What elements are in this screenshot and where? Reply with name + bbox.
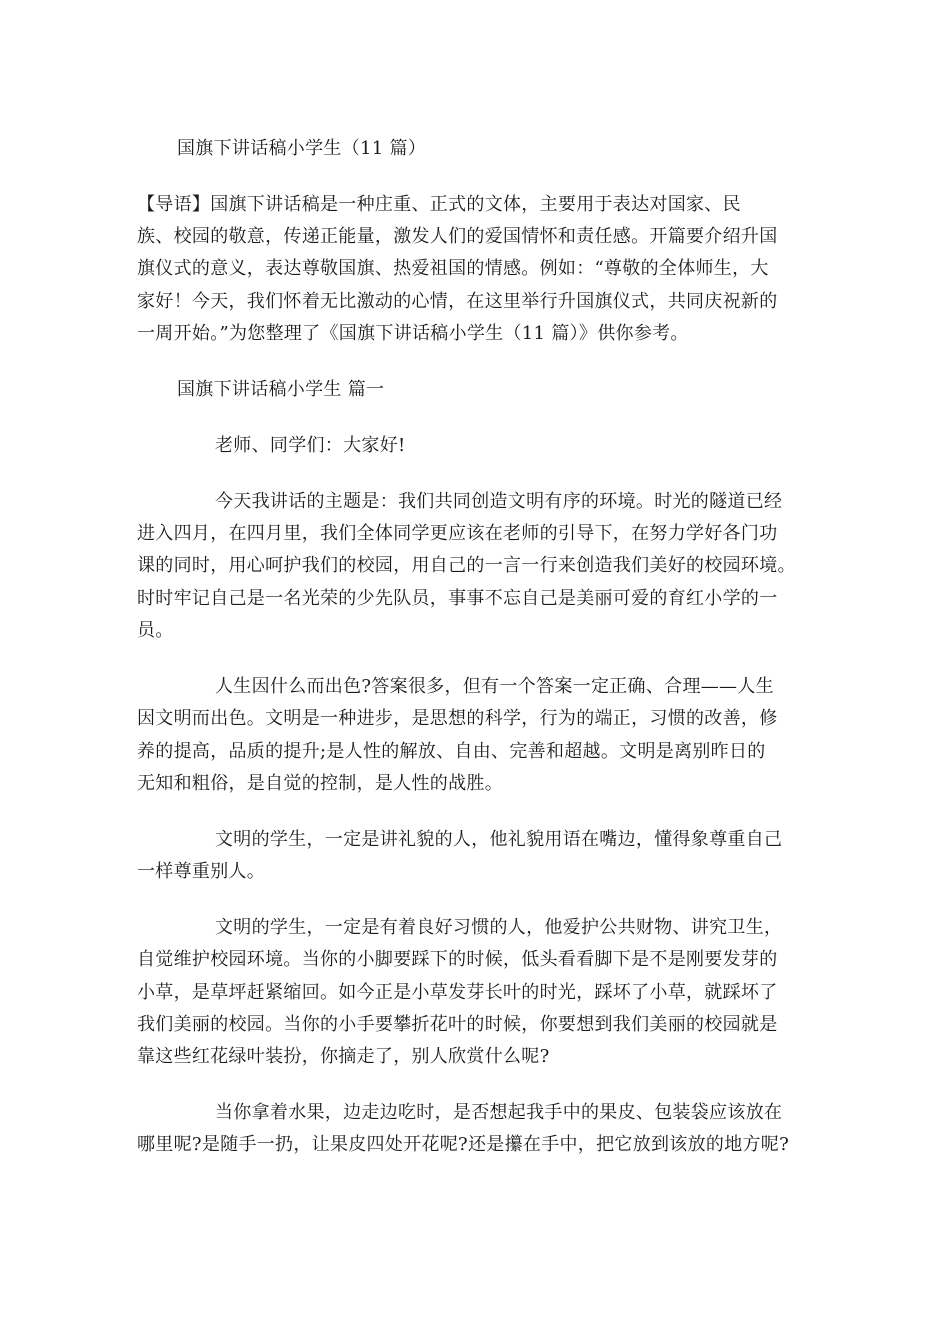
intro-line: 【导语】国旗下讲话稿是一种庄重、正式的文体，主要用于表达对国家、民 [137,194,741,215]
paragraph-line: 员。 [137,620,174,641]
document-title: 国旗下讲话稿小学生（11 篇） [177,138,427,159]
paragraph-line: 小草，是草坪赶紧缩回。如今正是小草发芽长叶的时光，踩坏了小草，就踩坏了 [137,982,778,1003]
paragraph-line: 哪里呢?是随手一扔，让果皮四处开花呢?还是攥在手中，把它放到该放的地方呢? [137,1134,790,1155]
paragraph-line: 时时牢记自己是一名光荣的少先队员，事事不忘自己是美丽可爱的育红小学的一 [137,588,778,609]
paragraph-line: 我们美丽的校园。当你的小手要攀折花叶的时候，你要想到我们美丽的校园就是 [137,1014,778,1035]
paragraph-line: 人生因什么而出色?答案很多，但有一个答案一定正确、合理——人生 [215,676,774,697]
paragraph-line: 无知和粗俗，是自觉的控制，是人性的战胜。 [137,773,503,794]
paragraph-line: 养的提高，品质的提升;是人性的解放、自由、完善和超越。文明是离别昨日的 [137,741,766,762]
intro-line: 族、校园的敬意，传递正能量，激发人们的爱国情怀和责任感。开篇要介绍升国 [137,226,778,247]
paragraph-line: 文明的学生，一定是有着良好习惯的人，他爱护公共财物、讲究卫生， [215,917,783,938]
paragraph-line: 因文明而出色。文明是一种进步，是思想的科学，行为的端正，习惯的改善，修 [137,708,778,729]
intro-line: 一周开始。”为您整理了《国旗下讲话稿小学生（11 篇）》供你参考。 [137,323,689,344]
paragraph-line: 一样尊重别人。 [137,861,266,882]
paragraph-line: 当你拿着水果，边走边吃时，是否想起我手中的果皮、包装袋应该放在 [215,1102,783,1123]
section-title: 国旗下讲话稿小学生 篇一 [177,379,385,400]
greeting: 老师、同学们：大家好! [215,435,406,456]
intro-line: 旗仪式的意义，表达尊敬国旗、热爱祖国的情感。例如：“尊敬的全体师生，大 [137,258,769,279]
paragraph-line: 靠这些红花绿叶装扮，你摘走了，别人欣赏什么呢? [137,1046,550,1067]
paragraph-line: 文明的学生，一定是讲礼貌的人，他礼貌用语在嘴边，懂得象尊重自己 [215,829,783,850]
paragraph-line: 进入四月，在四月里，我们全体同学更应该在老师的引导下，在努力学好各门功 [137,523,778,544]
paragraph-line: 自觉维护校园环境。当你的小脚要踩下的时候，低头看看脚下是不是刚要发芽的 [137,949,778,970]
paragraph-line: 今天我讲话的主题是：我们共同创造文明有序的环境。时光的隧道已经 [215,491,783,512]
paragraph-line: 课的同时，用心呵护我们的校园，用自己的一言一行来创造我们美好的校园环境。 [137,555,796,576]
intro-line: 家好！今天，我们怀着无比激动的心情，在这里举行升国旗仪式，共同庆祝新的 [137,291,778,312]
